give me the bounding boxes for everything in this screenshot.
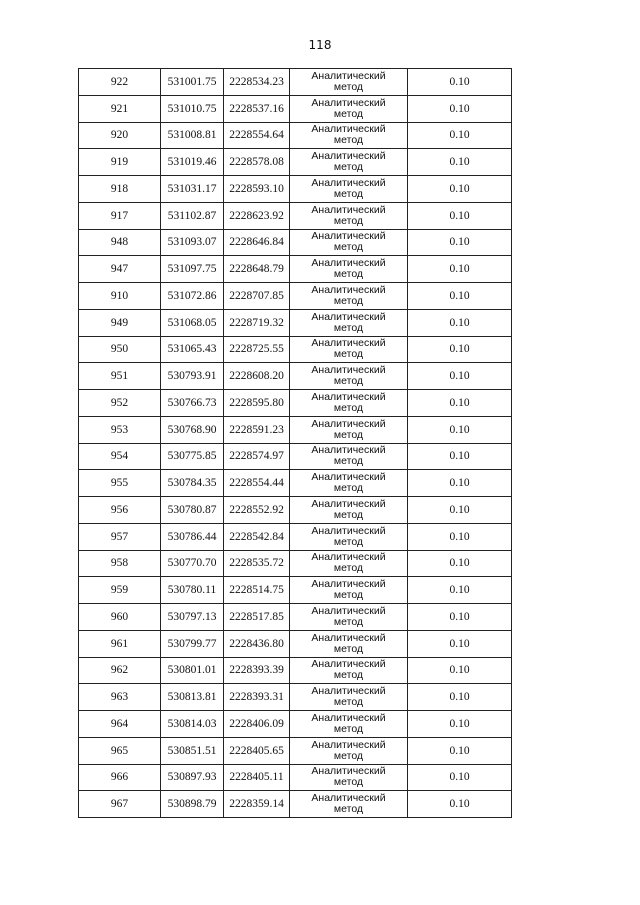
point-number-cell: 948	[79, 229, 161, 256]
method-text: метод	[333, 348, 364, 361]
method-text: Аналитический	[311, 203, 386, 216]
point-number-cell: 919	[79, 149, 161, 176]
method-cell	[290, 229, 408, 256]
method-text: метод	[333, 562, 364, 575]
method-cell	[290, 149, 408, 176]
accuracy-cell: 0.10	[408, 604, 512, 631]
method-text: Аналитический	[311, 792, 386, 805]
x-coordinate-cell: 530780.87	[161, 497, 224, 524]
table-row	[79, 202, 512, 229]
y-coordinate-cell: 2228608.20	[224, 363, 290, 390]
table-row	[79, 604, 512, 631]
accuracy-cell: 0.10	[408, 630, 512, 657]
table-row	[79, 363, 512, 390]
method-text: метод	[333, 722, 364, 735]
point-number-cell: 950	[79, 336, 161, 363]
method-text: Аналитический	[311, 283, 386, 296]
method-text: Аналитический	[311, 96, 386, 109]
table-row	[79, 416, 512, 443]
accuracy-cell: 0.10	[408, 684, 512, 711]
point-number-cell: 967	[79, 791, 161, 818]
method-cell	[290, 95, 408, 122]
y-coordinate-cell: 2228542.84	[224, 523, 290, 550]
table-row	[79, 764, 512, 791]
method-cell	[290, 309, 408, 336]
method-text: Аналитический	[311, 738, 386, 751]
method-text: метод	[333, 508, 364, 521]
method-text: метод	[333, 294, 364, 307]
point-number-cell: 957	[79, 523, 161, 550]
x-coordinate-cell: 531065.43	[161, 336, 224, 363]
x-coordinate-cell: 530814.03	[161, 711, 224, 738]
method-text: Аналитический	[311, 578, 386, 591]
table-row	[79, 283, 512, 310]
method-text: метод	[333, 375, 364, 388]
point-number-cell: 952	[79, 390, 161, 417]
x-coordinate-cell: 531010.75	[161, 95, 224, 122]
method-text: метод	[333, 482, 364, 495]
y-coordinate-cell: 2228405.11	[224, 764, 290, 791]
accuracy-cell: 0.10	[408, 176, 512, 203]
x-coordinate-cell: 530799.77	[161, 630, 224, 657]
table-row	[79, 630, 512, 657]
method-text: метод	[333, 615, 364, 628]
accuracy-cell: 0.10	[408, 336, 512, 363]
x-coordinate-cell: 530786.44	[161, 523, 224, 550]
point-number-cell: 966	[79, 764, 161, 791]
y-coordinate-cell: 2228514.75	[224, 577, 290, 604]
point-number-cell: 964	[79, 711, 161, 738]
method-cell	[290, 523, 408, 550]
x-coordinate-cell: 531001.75	[161, 69, 224, 96]
point-number-cell: 963	[79, 684, 161, 711]
method-cell	[290, 630, 408, 657]
point-number-cell: 947	[79, 256, 161, 283]
method-text: Аналитический	[311, 69, 386, 82]
accuracy-cell: 0.10	[408, 416, 512, 443]
accuracy-cell: 0.10	[408, 309, 512, 336]
coordinates-table-body	[79, 69, 512, 818]
table-row	[79, 443, 512, 470]
accuracy-cell: 0.10	[408, 470, 512, 497]
method-cell	[290, 202, 408, 229]
point-number-cell: 959	[79, 577, 161, 604]
y-coordinate-cell: 2228405.65	[224, 737, 290, 764]
method-text: Аналитический	[311, 257, 386, 270]
point-number-cell: 961	[79, 630, 161, 657]
x-coordinate-cell: 530770.70	[161, 550, 224, 577]
x-coordinate-cell: 530851.51	[161, 737, 224, 764]
y-coordinate-cell: 2228707.85	[224, 283, 290, 310]
method-cell	[290, 176, 408, 203]
y-coordinate-cell: 2228554.44	[224, 470, 290, 497]
method-text: метод	[333, 241, 364, 254]
table-row	[79, 390, 512, 417]
x-coordinate-cell: 531031.17	[161, 176, 224, 203]
accuracy-cell: 0.10	[408, 550, 512, 577]
point-number-cell: 954	[79, 443, 161, 470]
method-cell	[290, 764, 408, 791]
method-text: метод	[333, 401, 364, 414]
method-text: Аналитический	[311, 176, 386, 189]
accuracy-cell: 0.10	[408, 737, 512, 764]
table-row	[79, 657, 512, 684]
accuracy-cell: 0.10	[408, 69, 512, 96]
method-text: Аналитический	[311, 631, 386, 644]
accuracy-cell: 0.10	[408, 791, 512, 818]
method-cell	[290, 604, 408, 631]
method-text: Аналитический	[311, 765, 386, 778]
table-row	[79, 256, 512, 283]
point-number-cell: 962	[79, 657, 161, 684]
table-row	[79, 577, 512, 604]
y-coordinate-cell: 2228593.10	[224, 176, 290, 203]
x-coordinate-cell: 530797.13	[161, 604, 224, 631]
method-text: Аналитический	[311, 685, 386, 698]
method-text: Аналитический	[311, 551, 386, 564]
accuracy-cell: 0.10	[408, 577, 512, 604]
x-coordinate-cell: 530775.85	[161, 443, 224, 470]
accuracy-cell: 0.10	[408, 363, 512, 390]
point-number-cell: 953	[79, 416, 161, 443]
method-cell	[290, 470, 408, 497]
point-number-cell: 910	[79, 283, 161, 310]
table-row	[79, 149, 512, 176]
method-text: метод	[333, 268, 364, 281]
point-number-cell: 922	[79, 69, 161, 96]
method-text: Аналитический	[311, 310, 386, 323]
table-row	[79, 684, 512, 711]
method-cell	[290, 390, 408, 417]
method-cell	[290, 550, 408, 577]
y-coordinate-cell: 2228648.79	[224, 256, 290, 283]
table-row	[79, 523, 512, 550]
accuracy-cell: 0.10	[408, 443, 512, 470]
table-row	[79, 737, 512, 764]
method-text: Аналитический	[311, 123, 386, 136]
method-cell	[290, 684, 408, 711]
method-text: Аналитический	[311, 337, 386, 350]
method-cell	[290, 497, 408, 524]
table-row	[79, 470, 512, 497]
accuracy-cell: 0.10	[408, 764, 512, 791]
point-number-cell: 965	[79, 737, 161, 764]
method-text: Аналитический	[311, 364, 386, 377]
x-coordinate-cell: 530793.91	[161, 363, 224, 390]
y-coordinate-cell: 2228578.08	[224, 149, 290, 176]
y-coordinate-cell: 2228534.23	[224, 69, 290, 96]
method-text: Аналитический	[311, 471, 386, 484]
accuracy-cell: 0.10	[408, 149, 512, 176]
x-coordinate-cell: 530897.93	[161, 764, 224, 791]
method-text: метод	[333, 642, 364, 655]
method-text: Аналитический	[311, 524, 386, 537]
method-text: метод	[333, 589, 364, 602]
accuracy-cell: 0.10	[408, 256, 512, 283]
x-coordinate-cell: 531072.86	[161, 283, 224, 310]
method-cell	[290, 69, 408, 96]
x-coordinate-cell: 530813.81	[161, 684, 224, 711]
point-number-cell: 949	[79, 309, 161, 336]
method-cell	[290, 577, 408, 604]
method-text: метод	[333, 749, 364, 762]
method-text: метод	[333, 455, 364, 468]
coordinates-table	[78, 68, 512, 818]
point-number-cell: 918	[79, 176, 161, 203]
method-text: метод	[333, 428, 364, 441]
method-text: Аналитический	[311, 604, 386, 617]
method-cell	[290, 416, 408, 443]
x-coordinate-cell: 531068.05	[161, 309, 224, 336]
method-cell	[290, 791, 408, 818]
y-coordinate-cell: 2228591.23	[224, 416, 290, 443]
y-coordinate-cell: 2228517.85	[224, 604, 290, 631]
method-text: метод	[333, 187, 364, 200]
method-text: Аналитический	[311, 711, 386, 724]
x-coordinate-cell: 530766.73	[161, 390, 224, 417]
y-coordinate-cell: 2228719.32	[224, 309, 290, 336]
accuracy-cell: 0.10	[408, 497, 512, 524]
method-text: метод	[333, 535, 364, 548]
method-text: Аналитический	[311, 390, 386, 403]
point-number-cell: 956	[79, 497, 161, 524]
method-cell	[290, 363, 408, 390]
method-text: метод	[333, 669, 364, 682]
point-number-cell: 920	[79, 122, 161, 149]
y-coordinate-cell: 2228406.09	[224, 711, 290, 738]
table-row	[79, 176, 512, 203]
method-cell	[290, 711, 408, 738]
x-coordinate-cell: 530780.11	[161, 577, 224, 604]
accuracy-cell: 0.10	[408, 523, 512, 550]
accuracy-cell: 0.10	[408, 283, 512, 310]
method-cell	[290, 737, 408, 764]
y-coordinate-cell: 2228537.16	[224, 95, 290, 122]
x-coordinate-cell: 531008.81	[161, 122, 224, 149]
point-number-cell: 921	[79, 95, 161, 122]
table-row	[79, 711, 512, 738]
accuracy-cell: 0.10	[408, 657, 512, 684]
method-text: метод	[333, 696, 364, 709]
point-number-cell: 958	[79, 550, 161, 577]
point-number-cell: 955	[79, 470, 161, 497]
accuracy-cell: 0.10	[408, 390, 512, 417]
x-coordinate-cell: 531097.75	[161, 256, 224, 283]
y-coordinate-cell: 2228554.64	[224, 122, 290, 149]
table-row	[79, 791, 512, 818]
method-text: Аналитический	[311, 497, 386, 510]
method-cell	[290, 443, 408, 470]
method-text: Аналитический	[311, 150, 386, 163]
point-number-cell: 951	[79, 363, 161, 390]
table-row	[79, 336, 512, 363]
y-coordinate-cell: 2228436.80	[224, 630, 290, 657]
x-coordinate-cell: 531093.07	[161, 229, 224, 256]
table-row	[79, 95, 512, 122]
y-coordinate-cell: 2228595.80	[224, 390, 290, 417]
table-row	[79, 122, 512, 149]
method-cell	[290, 256, 408, 283]
y-coordinate-cell: 2228393.31	[224, 684, 290, 711]
page-number: 118	[308, 38, 332, 52]
method-cell	[290, 336, 408, 363]
y-coordinate-cell: 2228535.72	[224, 550, 290, 577]
accuracy-cell: 0.10	[408, 95, 512, 122]
table-row	[79, 497, 512, 524]
y-coordinate-cell: 2228725.55	[224, 336, 290, 363]
y-coordinate-cell: 2228623.92	[224, 202, 290, 229]
x-coordinate-cell: 531102.87	[161, 202, 224, 229]
y-coordinate-cell: 2228359.14	[224, 791, 290, 818]
method-text: метод	[333, 214, 364, 227]
method-text: метод	[333, 776, 364, 789]
y-coordinate-cell: 2228393.39	[224, 657, 290, 684]
x-coordinate-cell: 530784.35	[161, 470, 224, 497]
point-number-cell: 917	[79, 202, 161, 229]
method-text: Аналитический	[311, 230, 386, 243]
accuracy-cell: 0.10	[408, 229, 512, 256]
x-coordinate-cell: 530768.90	[161, 416, 224, 443]
table-row	[79, 550, 512, 577]
y-coordinate-cell: 2228574.97	[224, 443, 290, 470]
method-cell	[290, 283, 408, 310]
method-cell	[290, 122, 408, 149]
method-text: метод	[333, 803, 364, 816]
method-text: Аналитический	[311, 444, 386, 457]
y-coordinate-cell: 2228552.92	[224, 497, 290, 524]
x-coordinate-cell: 530898.79	[161, 791, 224, 818]
table-row	[79, 229, 512, 256]
method-text: метод	[333, 134, 364, 147]
table-row	[79, 309, 512, 336]
accuracy-cell: 0.10	[408, 122, 512, 149]
method-text: метод	[333, 80, 364, 93]
x-coordinate-cell: 530801.01	[161, 657, 224, 684]
method-text: метод	[333, 161, 364, 174]
x-coordinate-cell: 531019.46	[161, 149, 224, 176]
accuracy-cell: 0.10	[408, 202, 512, 229]
method-text: Аналитический	[311, 417, 386, 430]
y-coordinate-cell: 2228646.84	[224, 229, 290, 256]
method-text: метод	[333, 321, 364, 334]
method-cell	[290, 657, 408, 684]
accuracy-cell: 0.10	[408, 711, 512, 738]
method-text: метод	[333, 107, 364, 120]
point-number-cell: 960	[79, 604, 161, 631]
table-row	[79, 69, 512, 96]
method-text: Аналитический	[311, 658, 386, 671]
